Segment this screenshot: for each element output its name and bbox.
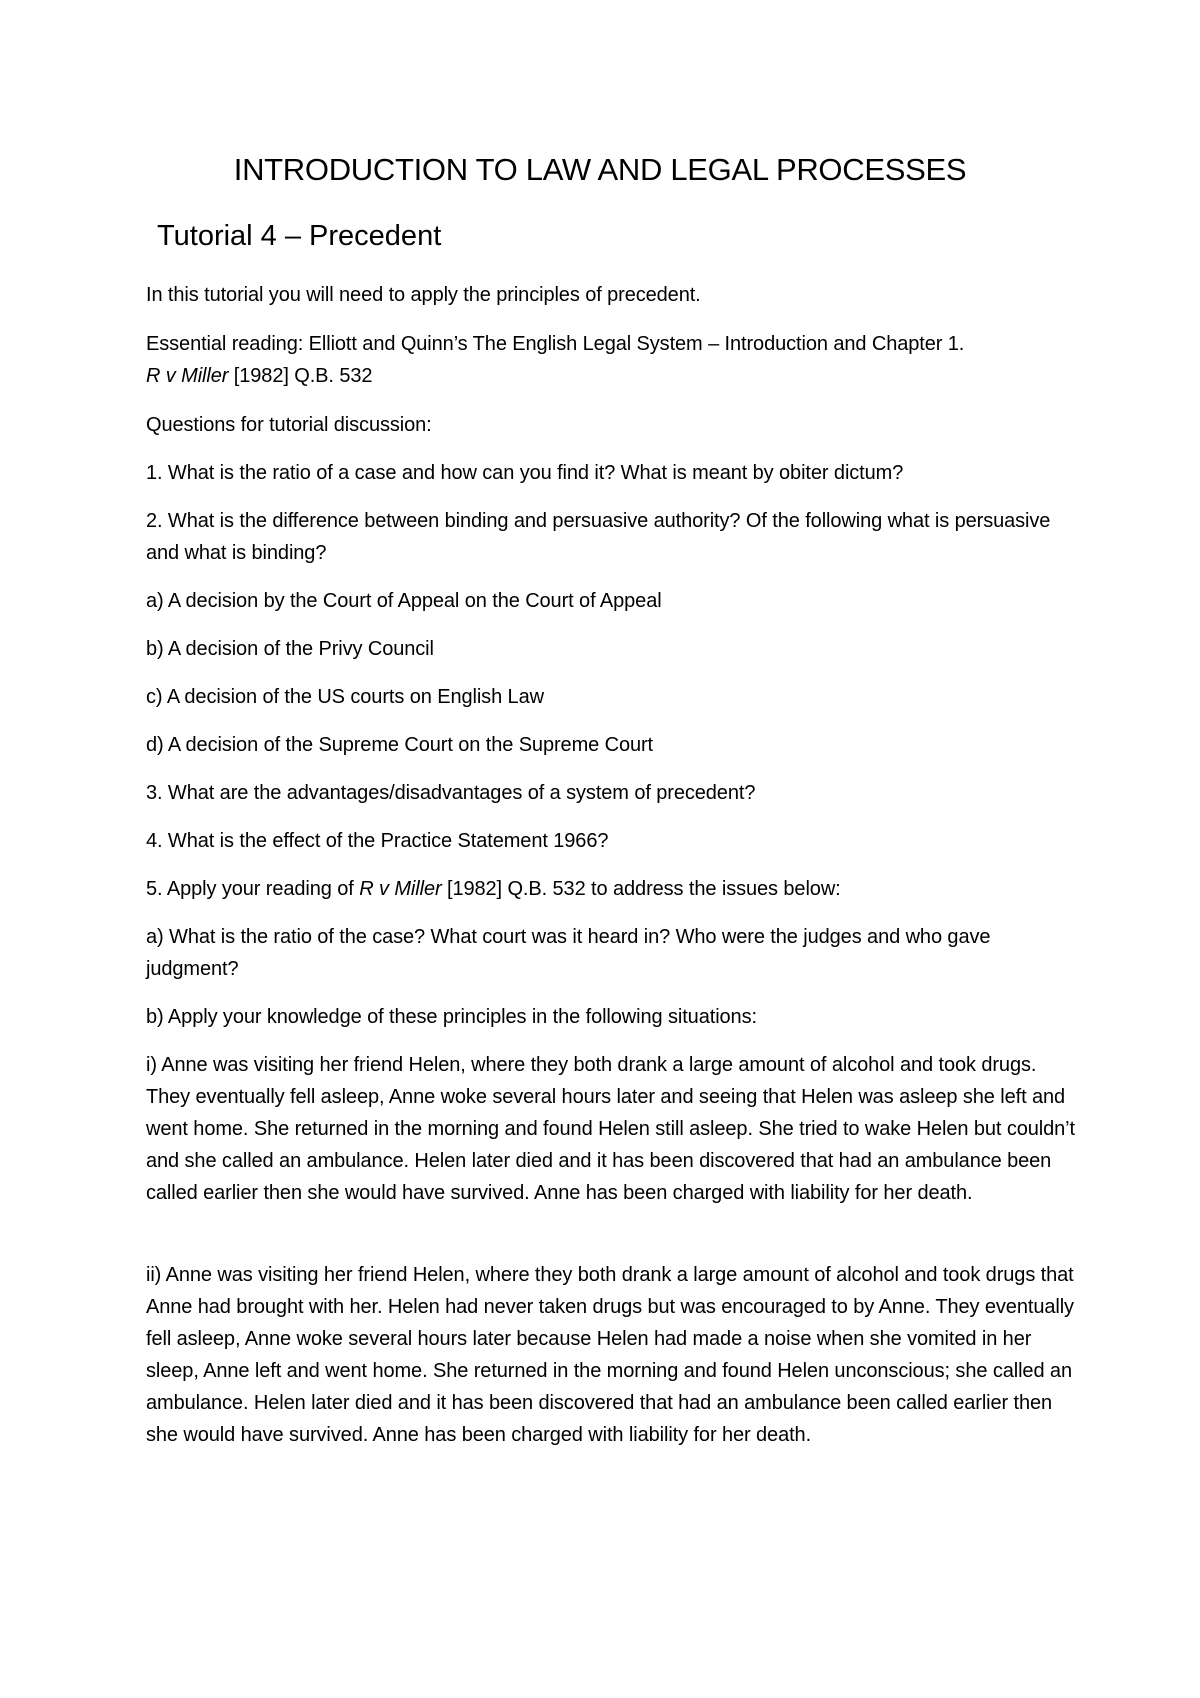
question-1: 1. What is the ratio of a case and how can you find it? What is meant by obiter dictum? (146, 462, 904, 484)
document-title: INTRODUCTION TO LAW AND LEGAL PROCESSES (233, 152, 967, 187)
question-2-item-d: d) A decision of the Supreme Court on the Supreme Court (146, 734, 654, 756)
question-5-prefix: 5. Apply your reading of (146, 878, 360, 900)
question-2-item-c: c) A decision of the US courts on English Law (146, 686, 544, 708)
intro-text: In this tutorial you will need to apply the principles of precedent. (146, 284, 701, 306)
case-name: R v Miller (146, 365, 229, 387)
question-5-case: R v Miller (359, 878, 442, 900)
tutorial-subtitle: Tutorial 4 – Precedent (157, 220, 442, 252)
question-2-item-a: a) A decision by the Court of Appeal on the Court of Appeal (146, 590, 662, 612)
question-2: 2. What is the difference between binding and persuasive authority? Of the following what is persuasive and what is binding? (146, 510, 1051, 564)
question-5-suffix: [1982] Q.B. 532 to address the issues below: (441, 878, 841, 900)
question-5b: b) Apply your knowledge of these principles in the following situations: (146, 1006, 757, 1028)
question-4: 4. What is the effect of the Practice Statement 1966? (146, 830, 609, 852)
questions-heading: Questions for tutorial discussion: (146, 414, 432, 436)
question-5a: a) What is the ratio of the case? What court was it heard in? Who were the judges and who gave judgment? (146, 926, 991, 980)
question-3: 3. What are the advantages/disadvantages of a system of precedent? (146, 782, 756, 804)
reading-case-line (146, 360, 1076, 392)
question-5 (146, 873, 1076, 905)
case-citation: [1982] Q.B. 532 (228, 365, 373, 387)
reading-line: Essential reading: Elliott and Quinn’s The English Legal System – Introduction and Chapter 1. (146, 333, 965, 355)
question-2-item-b: b) A decision of the Privy Council (146, 638, 434, 660)
essential-reading (146, 328, 1076, 392)
scenario-i: i) Anne was visiting her friend Helen, where they both drank a large amount of alcohol and took drugs. They eventually fell asleep, Anne woke several hours later and seeing that Helen was asleep she left and went home. She returned in the morning and found Helen still asleep. She tried to wake Helen but couldn’t and she called an ambulance. Helen later died and it has been discovered that had an ambulance been called earlier then she would have survived. Anne has been charged with liability for her death. (146, 1054, 1075, 1204)
scenario-ii: ii) Anne was visiting her friend Helen, where they both drank a large amount of alcohol and took drugs that Anne had brought with her. Helen had never taken drugs but was encouraged to by Anne. They eventually fell asleep, Anne woke several hours later because Helen had made a noise when she vomited in her sleep, Anne left and went home. She returned in the morning and found Helen unconscious; she called an ambulance. Helen later died and it has been discovered that had an ambulance been called earlier then she would have survived. Anne has been charged with liability for her death. (146, 1264, 1074, 1446)
